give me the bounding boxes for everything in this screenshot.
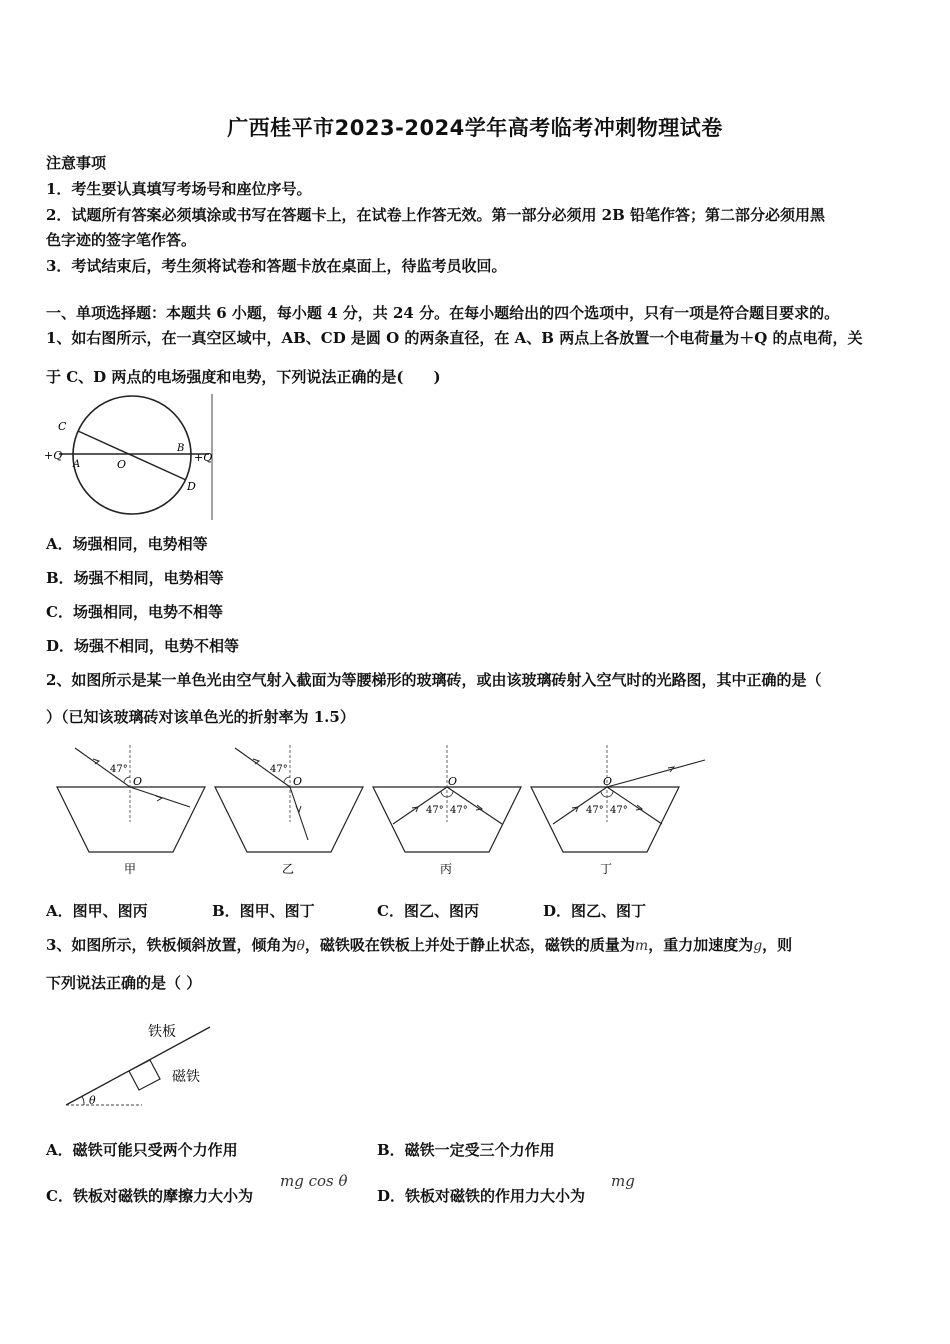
q2-figures <box>50 740 720 880</box>
q2-figure-bing <box>373 745 521 876</box>
q1-label-d: D <box>187 480 196 493</box>
q3-incline-figure <box>62 1015 232 1115</box>
q1-stem-line1: 1、如右图所示，在一真空区域中，AB、CD 是圆 O 的两条直径，在 A、B 两点上各放置一个电荷量为＋Q 的点电荷，关 <box>46 329 863 347</box>
section-heading: 一、单项选择题：本题共 6 小题，每小题 4 分，共 24 分。在每小题给出的四个选项中，只有一项是符合题目要求的。 <box>46 304 840 322</box>
q2-stem-line1: 2、如图所示是某一单色光由空气射入截面为等腰梯形的玻璃砖，或由该玻璃砖射入空气时的光路图，其中正确的是（ <box>46 671 822 689</box>
q2-jia-o: O <box>133 775 143 788</box>
q3-theta: θ <box>296 938 305 954</box>
q1-label-c: C <box>58 420 67 433</box>
q3-stem-line1 <box>46 934 792 955</box>
q2-ding-angle-l: 47° <box>586 805 604 816</box>
q2-yi-angle: 47° <box>270 764 288 775</box>
q2-option-a: A．图甲、图丙 <box>46 902 148 920</box>
q3-label-magnet: 磁铁 <box>172 1069 200 1085</box>
q2-stem-line2: ）（已知该玻璃砖对该单色光的折射率为 1.5） <box>46 708 355 726</box>
q3-gravity: g <box>753 938 763 954</box>
q2-ding-angle-r: 47° <box>610 805 628 816</box>
q2-yi-label: 乙 <box>282 862 295 876</box>
q1-label-b: B <box>177 443 185 454</box>
q1-label-ql: +Q <box>44 449 63 462</box>
q3-stem-part2: ，磁铁吸在铁板上并处于静止状态，磁铁的质量为 <box>304 936 635 954</box>
q2-ding-o: O <box>603 775 613 788</box>
q3-option-d: D．铁板对磁铁的作用力大小为 <box>377 1187 586 1205</box>
q2-bing-o: O <box>448 775 458 788</box>
q1-label-qr: +Q <box>194 451 213 464</box>
q2-ding-label: 丁 <box>600 862 613 876</box>
q1-label-a: A <box>73 459 81 470</box>
q2-option-b: B．图甲、图丁 <box>212 902 315 920</box>
q2-option-d: D．图乙、图丁 <box>543 902 647 920</box>
q3-stem-part3: ，重力加速度为 <box>648 936 754 954</box>
q3-stem-part1: 3、如图所示，铁板倾斜放置，倾角为 <box>46 936 297 954</box>
q2-figure-yi <box>215 745 363 876</box>
notice-item-2b: 色字迹的签字笔作答。 <box>46 231 197 249</box>
q3-stem-part4: ，则 <box>762 936 793 954</box>
q2-option-c: C．图乙、图丙 <box>377 902 479 920</box>
q3-option-c: C．铁板对磁铁的摩擦力大小为 <box>46 1187 253 1205</box>
q3-mass: m <box>634 938 649 954</box>
q3-label-theta: θ <box>89 1094 96 1107</box>
q1-label-o: O <box>117 458 127 471</box>
q3-option-c-math: mg cos θ <box>280 1172 348 1190</box>
q1-stem-line2: 于 C、D 两点的电场强度和电势，下列说法正确的是( ) <box>46 368 441 386</box>
notice-heading: 注意事项 <box>46 154 107 172</box>
q2-figure-jia <box>57 745 205 876</box>
notice-item-3: 3．考试结束后，考生须将试卷和答题卡放在桌面上，待监考员收回。 <box>46 257 507 275</box>
q3-option-b: B．磁铁一定受三个力作用 <box>377 1141 555 1159</box>
q2-yi-o: O <box>293 775 303 788</box>
q1-option-c: C．场强相同，电势不相等 <box>46 603 223 621</box>
q1-option-d: D．场强不相同，电势不相等 <box>46 637 240 655</box>
q3-label-plate: 铁板 <box>148 1024 176 1040</box>
q2-bing-angle-r: 47° <box>450 805 468 816</box>
q1-option-b: B．场强不相同，电势相等 <box>46 569 224 587</box>
q3-option-d-math: mg <box>611 1172 635 1190</box>
q2-jia-label: 甲 <box>124 862 137 876</box>
notice-item-1: 1．考生要认真填写考场号和座位序号。 <box>46 180 312 198</box>
q2-bing-label: 丙 <box>440 862 453 876</box>
q2-figure-ding <box>531 745 705 876</box>
q1-option-a: A．场强相同，电势相等 <box>46 535 208 553</box>
q2-bing-angle-l: 47° <box>426 805 444 816</box>
q2-jia-angle: 47° <box>110 764 128 775</box>
q3-option-a: A．磁铁可能只受两个力作用 <box>46 1141 238 1159</box>
q3-stem-line2: 下列说法正确的是（ ） <box>46 974 202 992</box>
notice-item-2a: 2．试题所有答案必须填涂或书写在答题卡上，在试卷上作答无效。第一部分必须用 2B 铅笔作答；第二部分必须用黑 <box>46 206 826 224</box>
q1-circle-figure <box>44 392 224 522</box>
page-title: 广西桂平市2023-2024学年高考临考冲刺物理试卷 <box>227 116 723 140</box>
